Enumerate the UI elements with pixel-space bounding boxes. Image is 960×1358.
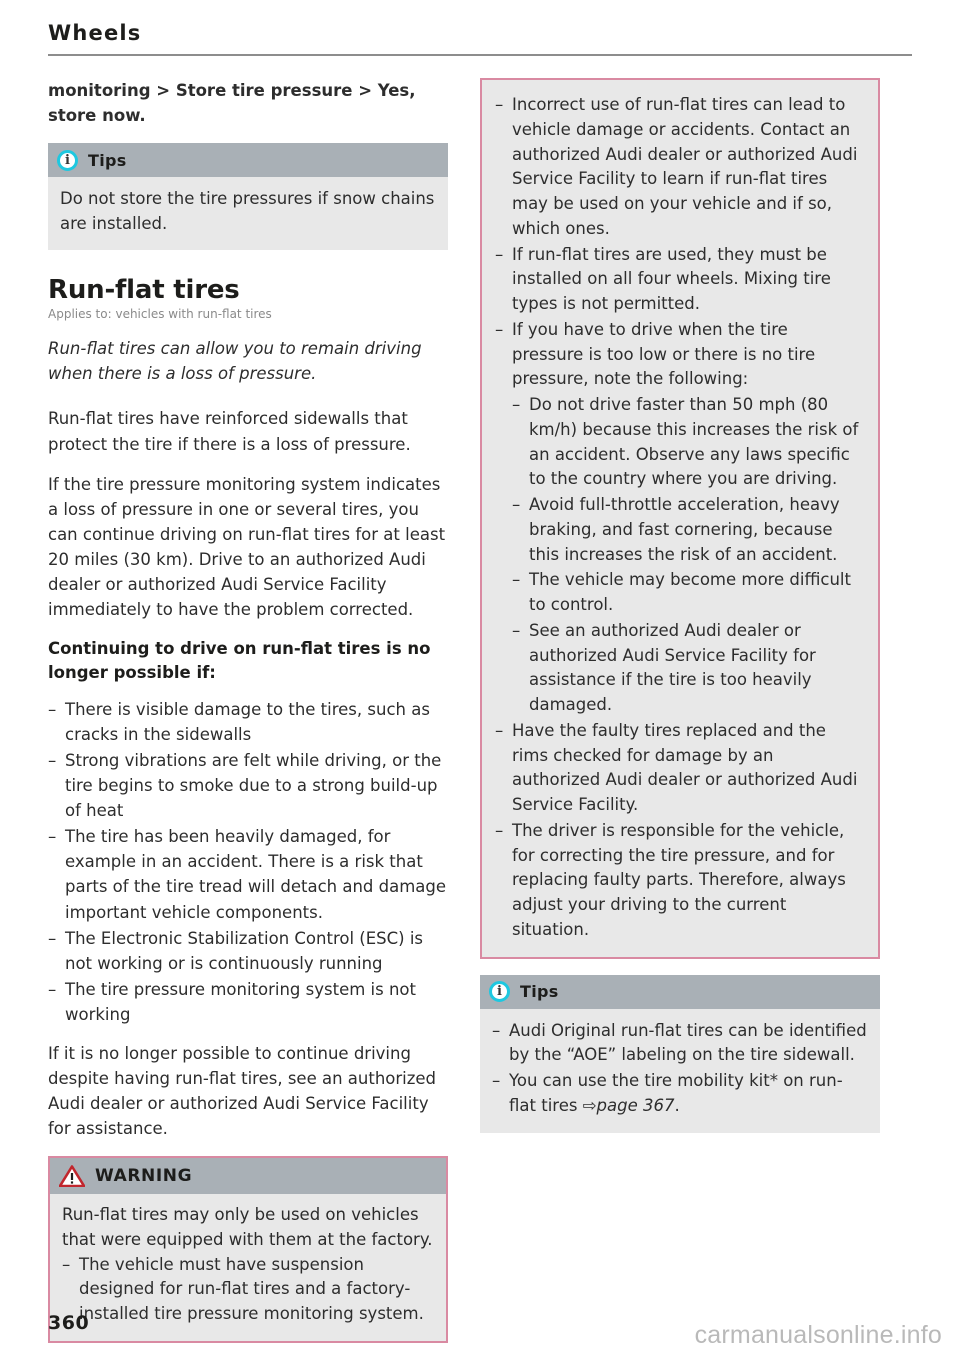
reference-arrow-icon: ⇨ <box>582 1095 597 1115</box>
warning-box-left <box>48 1156 448 1343</box>
page-number: 360 <box>48 1312 90 1334</box>
list-item-with-reference <box>492 1069 868 1119</box>
warning-continued-nested-list <box>495 393 864 718</box>
warning-continued-list-after <box>495 719 864 943</box>
warning-lead-text: Run-flat tires may only be used on vehicles that were equipped with them at the factory. <box>62 1205 433 1249</box>
list-item: – The vehicle must have suspension designed for run-flat tires and a factory-installed tire pressure monitoring system. <box>62 1253 434 1327</box>
tips-box-left-text: Do not store the tire pressures if snow chains are installed. <box>60 189 435 233</box>
continued-paragraph: monitoring > Store tire pressure > Yes, store now. <box>48 81 416 126</box>
running-header <box>48 0 912 56</box>
list-item: – The Electronic Stabilization Control (ESC) is not working or is continuously running <box>48 926 448 976</box>
subheading-no-longer-possible: Continuing to drive on run-flat tires is no longer possible if: <box>48 639 431 682</box>
section-title-run-flat-tires: Run-flat tires <box>48 274 240 305</box>
warning-box-continued <box>480 78 880 959</box>
page-columns <box>48 78 912 1343</box>
page-reference-link[interactable]: page 367 <box>596 1095 675 1115</box>
warning-triangle-icon <box>59 1165 85 1187</box>
tips-box-left-body <box>48 177 448 250</box>
no-longer-possible-list <box>48 697 448 1027</box>
tips-box-right <box>480 975 880 1133</box>
section-paragraph-1: Run-flat tires have reinforced sidewalls that protect the tire if there is a loss of pressure. <box>48 409 411 454</box>
info-icon: i <box>489 981 510 1002</box>
list-item: – Incorrect use of run-flat tires can lead to vehicle damage or accidents. Contact an authorized Audi dealer or authorized Audi Service Facility to learn if run-flat tires may be used on your vehicle and if so, which ones. <box>495 93 864 242</box>
list-item: – The vehicle may become more difficult to control. <box>512 568 864 618</box>
tips-box-left <box>48 143 448 250</box>
applies-to-note: Applies to: vehicles with run-flat tires <box>48 307 272 322</box>
warning-left-list <box>62 1253 434 1327</box>
page-title: Wheels <box>48 21 142 45</box>
list-item: – Avoid full-throttle acceleration, heavy braking, and fast cornering, because this increases the risk of an accident. <box>512 493 864 567</box>
tips-ref-tail: . <box>674 1095 680 1115</box>
warning-box-left-label: WARNING <box>95 1166 193 1187</box>
list-item: – The driver is responsible for the vehicle, for correcting the tire pressure, and for replacing faulty parts. Therefore, always adjust your driving to the current situation. <box>495 819 864 943</box>
list-item: – Have the faulty tires replaced and the rims checked for damage by an authorized Audi dealer or authorized Audi Service Facility. <box>495 719 864 818</box>
warning-box-continued-body <box>482 80 878 957</box>
list-item: – Audi Original run-flat tires can be identified by the “AOE” labeling on the tire sidewall. <box>492 1019 868 1069</box>
warning-box-left-header <box>50 1158 446 1194</box>
tips-box-right-header <box>480 975 880 1009</box>
list-item: – There is visible damage to the tires, such as cracks in the sidewalls <box>48 697 448 747</box>
info-icon: i <box>57 150 78 171</box>
tips-box-right-label: Tips <box>520 982 559 1002</box>
tips-box-left-label: Tips <box>88 150 127 170</box>
list-item: – The tire pressure monitoring system is not working <box>48 977 448 1027</box>
tips-right-list <box>492 1019 868 1119</box>
list-item: – The tire has been heavily damaged, for example in an accident. There is a risk that parts of the tire tread will detach and damage important vehicle components. <box>48 824 448 924</box>
header-divider <box>48 54 912 56</box>
tips-box-right-body <box>480 1009 880 1133</box>
list-item: – Do not drive faster than 50 mph (80 km/h) because this increases the risk of an accident. Observe any laws specific to the country where you are driving. <box>512 393 864 492</box>
list-item: – If you have to drive when the tire pressure is too low or there is no tire pressure, note the following: <box>495 318 864 392</box>
tips-box-left-header <box>48 143 448 177</box>
right-column <box>480 78 880 1133</box>
list-item: – Strong vibrations are felt while driving, or the tire begins to smoke due to a strong build-up of heat <box>48 748 448 823</box>
section-paragraph-2: If the tire pressure monitoring system indicates a loss of pressure in one or several tires, you can continue driving on run-flat tires for at least 20 miles (30 km). Drive to an authorized Audi dealer or authorized Audi Service Facility immediately to have the problem corrected. <box>48 474 446 619</box>
warning-box-left-body <box>50 1194 446 1341</box>
section-closing-paragraph: If it is no longer possible to continue driving despite having run-flat tires, see an authorized Audi dealer or authorized Audi Service Facility for assistance. <box>48 1043 437 1139</box>
list-item: – See an authorized Audi dealer or authorized Audi Service Facility for assistance if the tire is too heavily damaged. <box>512 619 864 718</box>
left-column <box>48 78 448 1343</box>
tips-ref-text: You can use the tire mobility kit* on run-flat tires <box>509 1071 843 1115</box>
warning-continued-list <box>495 93 864 392</box>
list-item: – If run-flat tires are used, they must be installed on all four wheels. Mixing tire types is not permitted. <box>495 243 864 317</box>
section-intro-italic: Run-flat tires can allow you to remain driving when there is a loss of pressure. <box>48 338 422 383</box>
watermark: carmanualsonline.info <box>694 1321 942 1349</box>
